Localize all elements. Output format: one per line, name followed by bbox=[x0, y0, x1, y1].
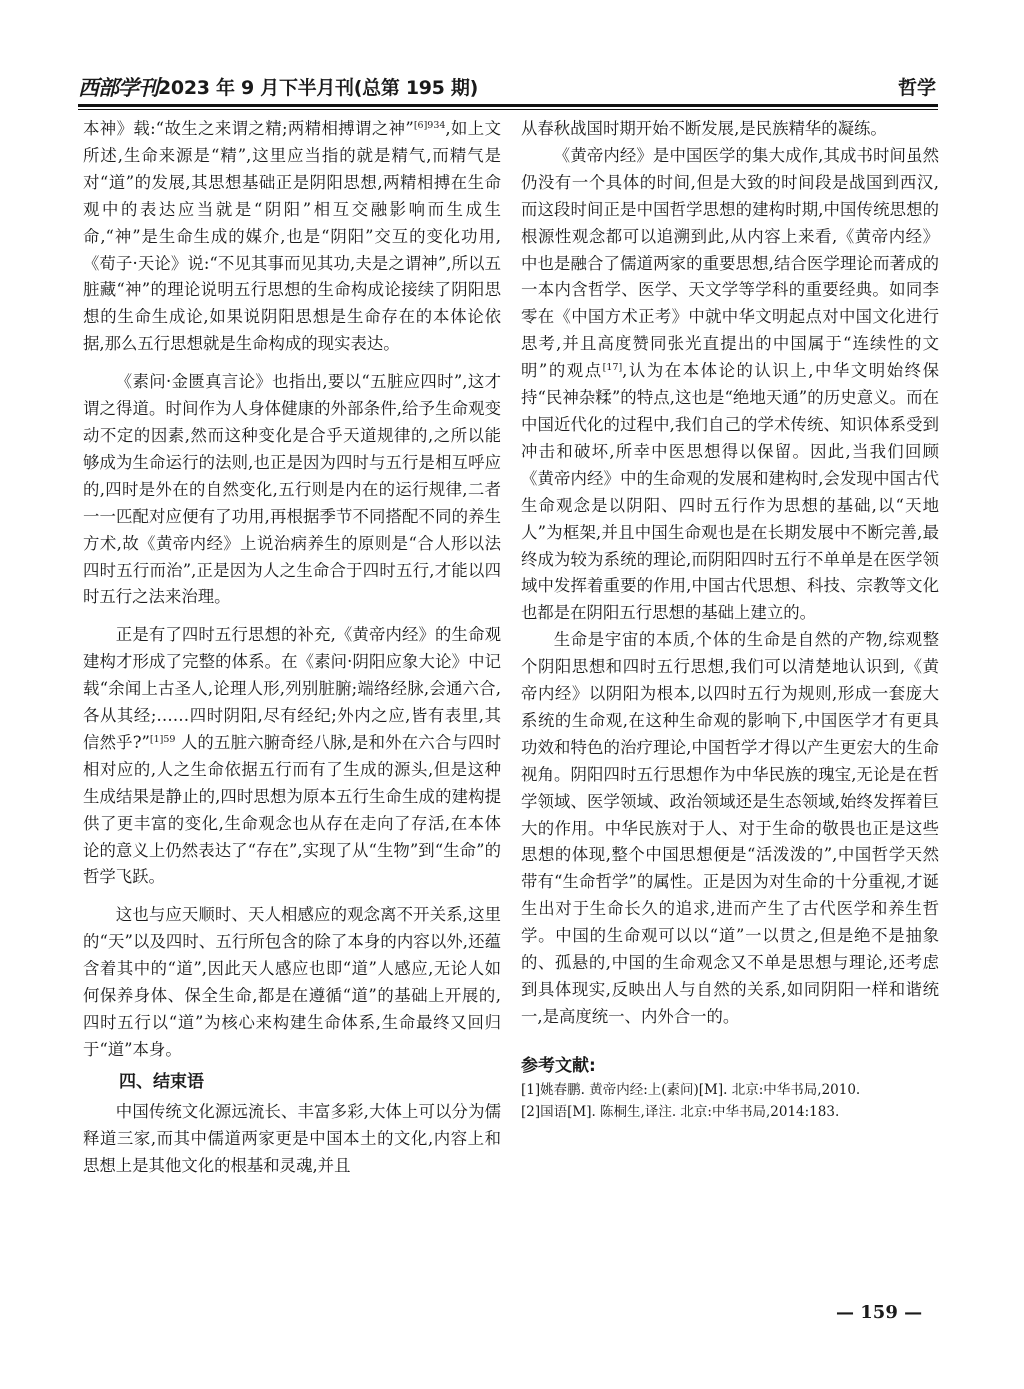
paragraph-text: ,如上文所述,生命来源是“精”,这里应当指的就是精气,而精气是对“道”的发展,其思想基础正是阴阳思想,两精相搏在生命观中的表达应当就是“阴阳”相互交融影响而生成生命,“神”是生命生成的媒介,也是“阴阳”交互的变化功用,《荀子·天论》说:“不见其事而见其功,夫是之谓神”,所以五脏藏“神”的理论说明五行思想的生命构成论接续了阴阳思想的生命生成论,如果说阴阳思想是生命存在的本体论依据,那么五行思想就是生命构成的现实表达。 bbox=[83, 119, 501, 354]
section-label: 哲学 bbox=[897, 77, 936, 99]
citation: [6]934 bbox=[413, 120, 446, 131]
citation: [1]59 bbox=[149, 733, 176, 745]
paragraph: 生命是宇宙的本质,个体的生命是自然的产物,综观整个阴阳思想和四时五行思想,我们可以清楚地认识到,《黄帝内经》以阴阳为根本,以四时五行为规则,形成一套庞大系统的生命观,在这种生命观的影响下,中国医学才有更具功效和特色的治疗理论,中国哲学才得以产生更宏大的生命视角。阴阳四时五行思想作为中华民族的瑰宝,无论是在哲学领域、医学领域、政治领域还是生态领域,始终发挥着巨大的作用。中华民族对于人、对于生命的敬畏也正是这些思想的体现,整个中国思想便是“活泼泼的”,中国哲学天然带有“生命哲学”的属性。正是因为对生命的十分重视,才诞生出对于生命长久的追求,进而产生了古代医学和养生哲学。中国的生命观可以以“道”一以贯之,但是绝不是抽象的、孤悬的,中国的生命观念又不单是思想与理论,还考虑到具体现实,反映出人与自然的关系,如同阴阳一样和谐统一,是高度统一、内外合一的。 bbox=[521, 630, 939, 1026]
references-title: 参考文献: bbox=[521, 1055, 596, 1076]
paragraph: 从春秋战国时期开始不断发展,是民族精华的凝练。 bbox=[521, 119, 887, 138]
paragraph bbox=[83, 622, 501, 891]
paragraph: 这也与应天顺时、天人相感应的观念离不开关系,这里的“天”以及四时、五行所包含的除了本身的内容以外,还蕴含着其中的“道”,因此天人感应也即“道”人感应,无论人如何保养身体、保全生命,都是在遵循“道”的基础上开展的,四时五行以“道”为核心来构建生命体系,生命最终又回归于“道”本身。 bbox=[83, 905, 501, 1059]
page-header bbox=[78, 70, 938, 104]
paragraph: 中国传统文化源远流长、丰富多彩,大体上可以分为儒释道三家,而其中儒道两家更是中国本土的文化,内容上和思想上是其他文化的根基和灵魂,并且 bbox=[83, 1101, 501, 1175]
paragraph-text: 人的五脏六腑奇经八脉,是和外在六合与四时相对应的,人之生命依据五行而有了生成的源头,但是这种生成结果是静止的,四时思想为原本五行生命生成的建构提供了更丰富的变化,生命观念也从存在走向了存活,在本体论的意义上仍然表达了“存在”,实现了从“生物”到“生命”的哲学飞跃。 bbox=[83, 732, 502, 887]
paragraph-text: 本神》载:“故生之来谓之精;两精相搏谓之神” bbox=[83, 119, 414, 138]
issue-info: 2023 年 9 月下半月刊(总第 195 期) bbox=[158, 77, 479, 99]
paragraph-text: 正是有了四时五行思想的补充,《黄帝内经》的生命观建构才形成了完整的体系。在《素问·阴阳应象大论》中记载“余闻上古圣人,论理人形,列别脏腑;端络经脉,会通六合,各从其经;……四时阴阳,尽有经纪;外内之应,皆有表里,其信然乎?” bbox=[83, 625, 501, 752]
left-column bbox=[83, 116, 501, 1180]
paragraph bbox=[521, 143, 939, 627]
journal-logo: 西部学刊 bbox=[78, 75, 158, 100]
header-rule-thick bbox=[78, 104, 938, 107]
paragraph-text: ,认为在本体论的认识上,中华文明始终保持“民神杂糅”的特点,这也是“绝地天通”的历史意义。而在中国近代化的过程中,我们自己的学术传统、知识体系受到冲击和破坏,所幸中医思想得以保留。因此,当我们回顾《黄帝内经》中的生命观的发展和建构时,会发现中国古代生命观念是以阴阳、四时五行作为思想的基础,以“天地人”为框架,并且中国生命观也是在长期发展中不断完善,最终成为较为系统的理论,而阴阳四时五行不单单是在医学领域中发挥着重要的作用,中国古代思想、科技、宗教等文化也都是在阴阳五行思想的基础上建立的。 bbox=[521, 361, 939, 623]
page-number: — 159 — bbox=[836, 1302, 923, 1323]
right-column bbox=[521, 116, 939, 1123]
section-heading: 四、结束语 bbox=[119, 1071, 204, 1092]
header-rule-thin bbox=[78, 109, 938, 110]
reference-item: [1]姚春鹏. 黄帝内经:上(素问)[M]. 北京:中华书局,2010. bbox=[521, 1081, 861, 1098]
citation: [17] bbox=[602, 362, 623, 374]
paragraph: 《素问·金匮真言论》也指出,要以“五脏应四时”,这才谓之得道。时间作为人身体健康的外部条件,给予生命观变动不定的因素,然而这种变化是合乎天道规律的,之所以能够成为生命运行的法则,也正是因为四时与五行是相互呼应的,四时是外在的自然变化,五行则是内在的运行规律,二者一一匹配对应便有了功用,再根据季节不同搭配不同的养生方术,故《黄帝内经》上说治病养生的原则是“合人形以法四时五行而治”,正是因为人之生命合于四时五行,才能以四时五行之法来治理。 bbox=[83, 372, 501, 607]
paragraph-text: 《黄帝内经》是中国医学的集大成作,其成书时间虽然仍没有一个具体的时间,但是大致的时间段是战国到西汉,而这段时间正是中国哲学思想的建构时期,中国传统思想的根源性观念都可以追溯到此,从内容上来看,《黄帝内经》中也是融合了儒道两家的重要思想,结合医学理论而著成的一本内含哲学、医学、天文学等学科的重要经典。如同李零在《中国方术正考》中就中华文明起点对中国文化进行思考,并且高度赞同张光直提出的中国属于“连续性的文明”的观点 bbox=[521, 145, 939, 381]
paragraph bbox=[83, 116, 501, 358]
reference-item: [2]国语[M]. 陈桐生,译注. 北京:中华书局,2014:183. bbox=[521, 1103, 840, 1120]
